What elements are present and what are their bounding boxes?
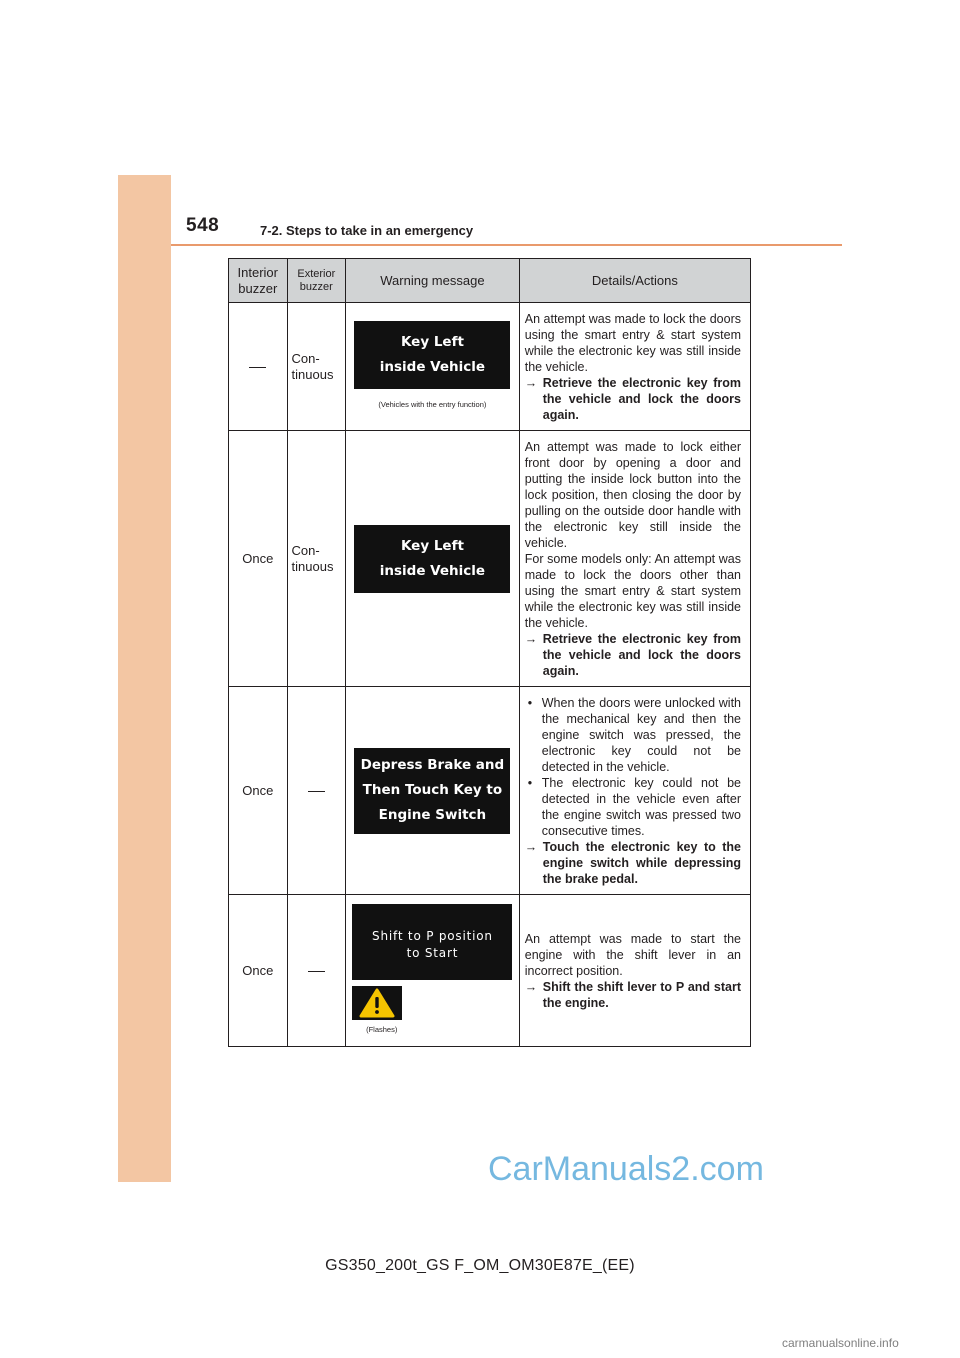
warning-triangle-icon bbox=[352, 986, 402, 1020]
display-key-left-inside-vehicle: Key Left inside Vehicle bbox=[354, 321, 510, 389]
arrow-icon: → bbox=[524, 632, 538, 646]
footer-code: GS350_200t_GS F_OM_OM30E87E_(EE) bbox=[325, 1257, 635, 1274]
display-note: (Vehicles with the entry function) bbox=[378, 399, 487, 409]
display-key-left-inside-vehicle: Key Left inside Vehicle bbox=[354, 525, 510, 593]
col-interior-buzzer: Interior buzzer bbox=[229, 259, 288, 303]
warning-message-table bbox=[228, 258, 751, 1047]
detail-text: An attempt was made to lock the doors using the smart entry & start system while the electronic key was still inside the vehicle. bbox=[524, 312, 741, 374]
arrow-icon: → bbox=[524, 840, 538, 854]
warning-message-cell bbox=[346, 431, 520, 687]
section-title: 7-2. Steps to take in an emergency bbox=[260, 223, 474, 238]
arrow-icon: → bbox=[524, 376, 538, 390]
watermark-carmanualsonline: carmanualsonline.info bbox=[782, 1336, 899, 1350]
detail-text-2: For some models only: An attempt was made to lock the doors other than using the smart entry & start system while the electronic key was still inside the vehicle. bbox=[524, 552, 741, 630]
table-row bbox=[229, 687, 751, 895]
exterior-buzzer-cell: Con- tinuous bbox=[287, 431, 346, 687]
exterior-buzzer-cell bbox=[287, 687, 346, 895]
arrow-icon: → bbox=[524, 980, 538, 994]
warning-message-cell bbox=[346, 895, 520, 1047]
details-cell bbox=[519, 431, 750, 687]
table-row bbox=[229, 303, 751, 431]
table-row bbox=[229, 895, 751, 1047]
warning-message-cell bbox=[346, 303, 520, 431]
display-depress-brake: Depress Brake and Then Touch Key to Engine Switch bbox=[354, 748, 510, 834]
flashes-note: (Flashes) bbox=[366, 1024, 398, 1034]
warning-triangle-shape bbox=[359, 988, 395, 1018]
detail-text: An attempt was made to lock either front door by opening a door and putting the inside lock button into the lock position, then closing the door by pulling on the outside door handle with the electronic key still inside the vehicle. bbox=[524, 440, 741, 550]
header-rule bbox=[171, 244, 842, 246]
table-row bbox=[229, 431, 751, 687]
action-line: → Touch the electronic key to the engine switch while depressing the brake pedal. bbox=[524, 840, 741, 886]
none-dash bbox=[249, 367, 266, 368]
none-dash bbox=[308, 971, 325, 972]
col-warning-message: Warning message bbox=[346, 259, 520, 303]
detail-text: An attempt was made to start the engine with the shift lever in an incorrect position. bbox=[524, 932, 741, 978]
interior-buzzer-cell: Once bbox=[229, 687, 288, 895]
interior-buzzer-cell: Once bbox=[229, 895, 288, 1047]
bullet-item: • The electronic key could not be detected in the vehicle even after the engine switch was pressed two consecutive times. bbox=[527, 776, 741, 838]
interior-buzzer-cell bbox=[229, 303, 288, 431]
side-tab bbox=[118, 175, 171, 1182]
display-shift-to-p: Shift to P position to Start bbox=[352, 904, 512, 980]
table-header-row bbox=[229, 259, 751, 303]
interior-buzzer-cell: Once bbox=[229, 431, 288, 687]
action-line: → Retrieve the electronic key from the vehicle and lock the doors again. bbox=[524, 632, 741, 678]
details-cell bbox=[519, 687, 750, 895]
details-cell bbox=[519, 303, 750, 431]
exterior-buzzer-cell: Con- tinuous bbox=[287, 303, 346, 431]
col-details-actions: Details/Actions bbox=[519, 259, 750, 303]
action-line: → Shift the shift lever to P and start the engine. bbox=[524, 980, 741, 1010]
none-dash bbox=[308, 791, 325, 792]
exterior-buzzer-cell bbox=[287, 895, 346, 1047]
warning-message-cell bbox=[346, 687, 520, 895]
watermark-carmanuals2: CarManuals2.com bbox=[488, 1150, 764, 1188]
bullet-item: • When the doors were unlocked with the mechanical key and then the engine switch was pressed, the electronic key could not be detected in the vehicle. bbox=[527, 696, 741, 774]
col-exterior-buzzer: Exterior buzzer bbox=[287, 259, 346, 303]
page-number: 548 bbox=[186, 215, 220, 236]
action-line: → Retrieve the electronic key from the vehicle and lock the doors again. bbox=[524, 376, 741, 422]
details-cell bbox=[519, 895, 750, 1047]
